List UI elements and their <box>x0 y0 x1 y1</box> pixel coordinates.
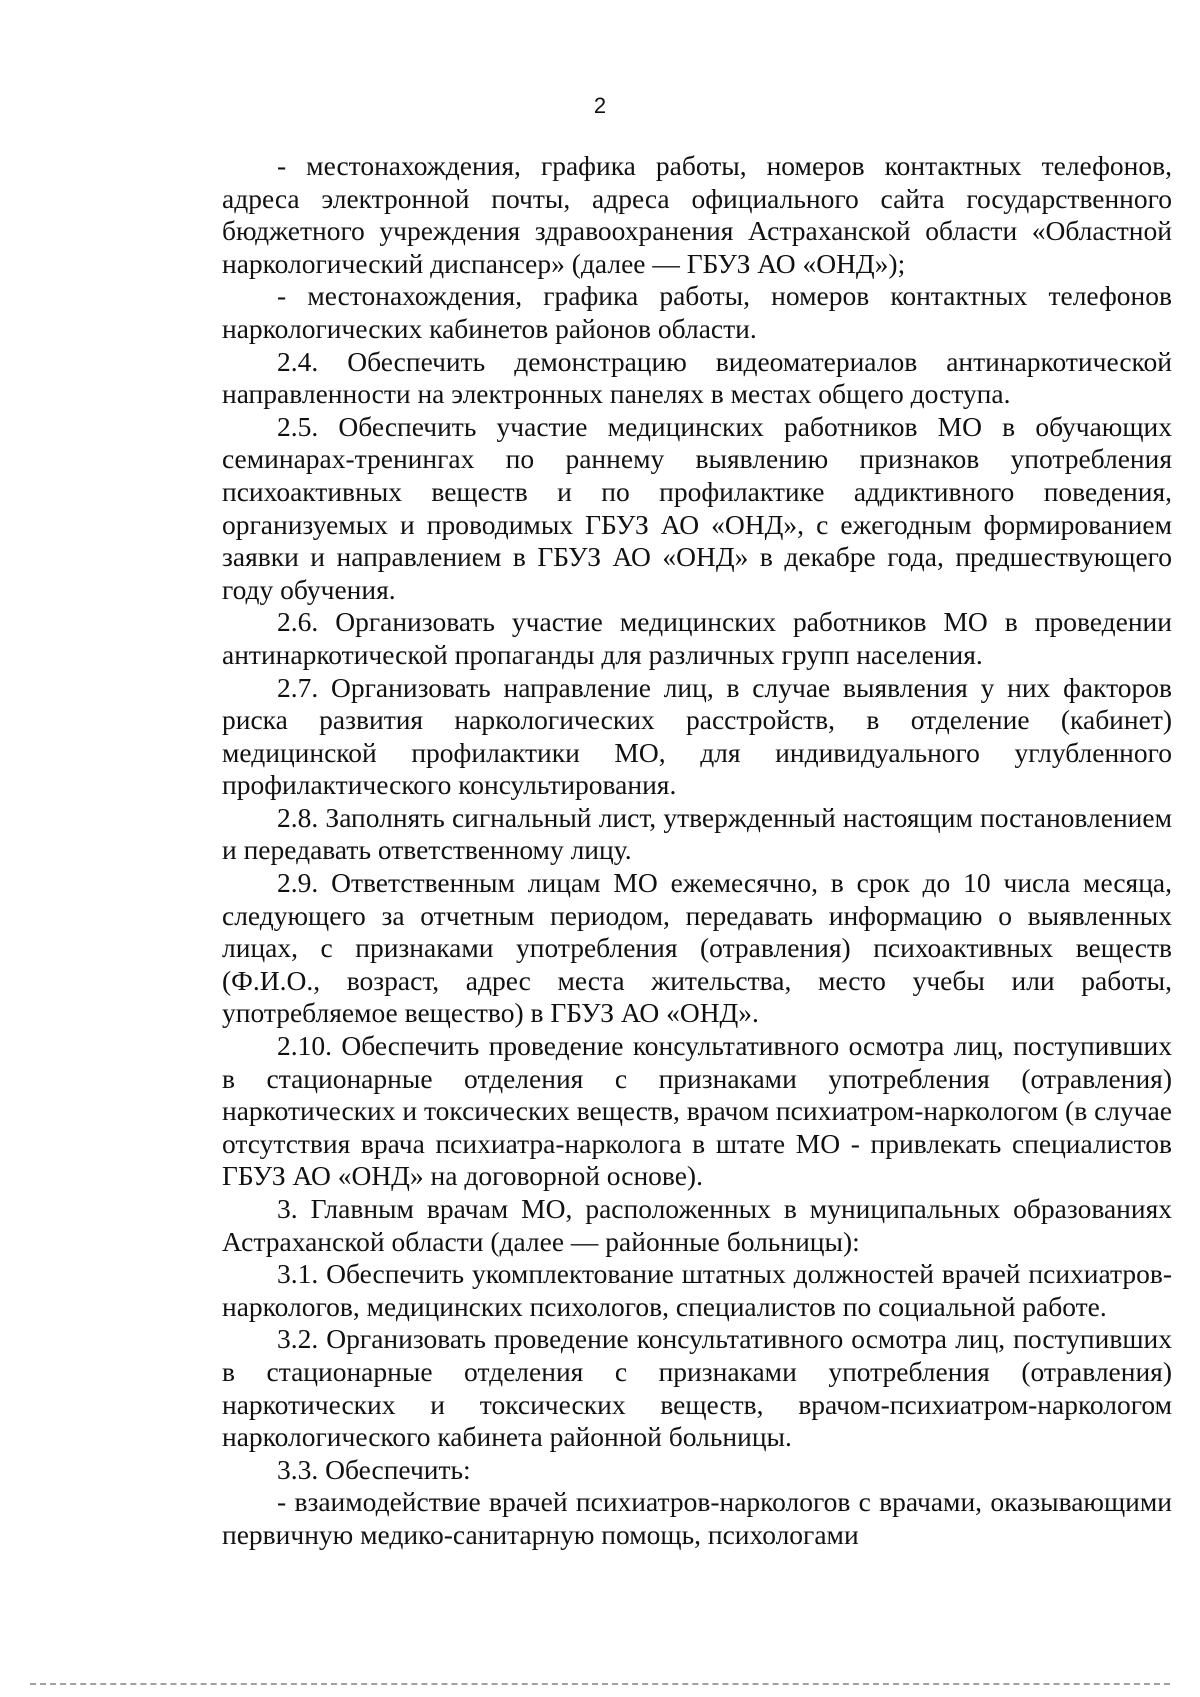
scan-edge-divider <box>30 1683 1170 1685</box>
paragraph-2-8: 2.8. Заполнять сигнальный лист, утвержденный настоящим постановлением и передавать ответственному лицу. <box>222 801 1172 866</box>
paragraph-interaction: - взаимодействие врачей психиатров-наркологов с врачами, оказывающими первичную медико-санитарную помощь, психологами <box>222 1486 1172 1550</box>
paragraph-location-cabinets: - местонахождения, графика работы, номеров контактных телефонов наркологических кабинетов районов области. <box>222 280 1172 344</box>
page-number: 2 <box>593 93 607 118</box>
paragraph-2-9: 2.9. Ответственным лицам МО ежемесячно, в срок до 10 числа месяца, следующего за отчетным периодом, передавать информацию о выявленных лицах, с признаками употребления (отравления) психоактивных веществ (Ф.И.О., возраст, адрес места жительства, место учебы или работы, употребляемое вещество) в ГБУЗ АО «ОНД». <box>222 867 1172 1029</box>
document-body <box>222 150 1172 1552</box>
paragraph-2-7: 2.7. Организовать направление лиц, в случае выявления у них факторов риска развития наркологических расстройств, в отделение (кабинет) медицинской профилактики МО, для индивидуального углубленного профилактического консультирования. <box>222 671 1172 801</box>
paragraph-2-10: 2.10. Обеспечить проведение консультативного осмотра лиц, поступивших в стационарные отделения с признаками употребления (отравления) наркотических и токсических веществ, врачом психиатром-наркологом (в случае отсутствия врача психиатра-нарколога в штате МО - привлекать специалистов ГБУЗ АО «ОНД» на договорной основе). <box>222 1030 1172 1192</box>
paragraph-2-4: 2.4. Обеспечить демонстрацию видеоматериалов антинаркотической направленности на электронных панелях в местах общего доступа. <box>222 345 1172 410</box>
paragraph-location-ond: - местонахождения, графика работы, номеров контактных телефонов, адреса электронной почты, адреса официального сайта государственного бюджетного учреждения здравоохранения Астраханской области «Областной наркологический диспансер» (далее — ГБУЗ АО «ОНД»); <box>222 150 1172 279</box>
paragraph-2-6: 2.6. Организовать участие медицинских работников МО в проведении антинаркотической пропаганды для различных групп населения. <box>222 606 1172 670</box>
paragraph-3: 3. Главным врачам МО, расположенных в муниципальных образованиях Астраханской области (далее — районные больницы): <box>222 1193 1172 1257</box>
paragraph-3-2: 3.2. Организовать проведение консультативного осмотра лиц, поступивших в стационарные отделения с признаками употребления (отравления) наркотических и токсических веществ, врачом-психиатром-наркологом наркологического кабинета районной больницы. <box>222 1323 1172 1453</box>
paragraph-2-5: 2.5. Обеспечить участие медицинских работников МО в обучающих семинарах-тренингах по раннему выявлению признаков употребления психоактивных веществ и по профилактике аддиктивного поведения, организуемых и проводимых ГБУЗ АО «ОНД», с ежегодным формированием заявки и направлением в ГБУЗ АО «ОНД» в декабре года, предшествующего году обучения. <box>222 410 1172 605</box>
paragraph-3-3: 3.3. Обеспечить: <box>277 1453 471 1485</box>
paragraph-3-1: 3.1. Обеспечить укомплектование штатных должностей врачей психиатров-наркологов, медицинских психологов, специалистов по социальной работе. <box>222 1258 1172 1322</box>
